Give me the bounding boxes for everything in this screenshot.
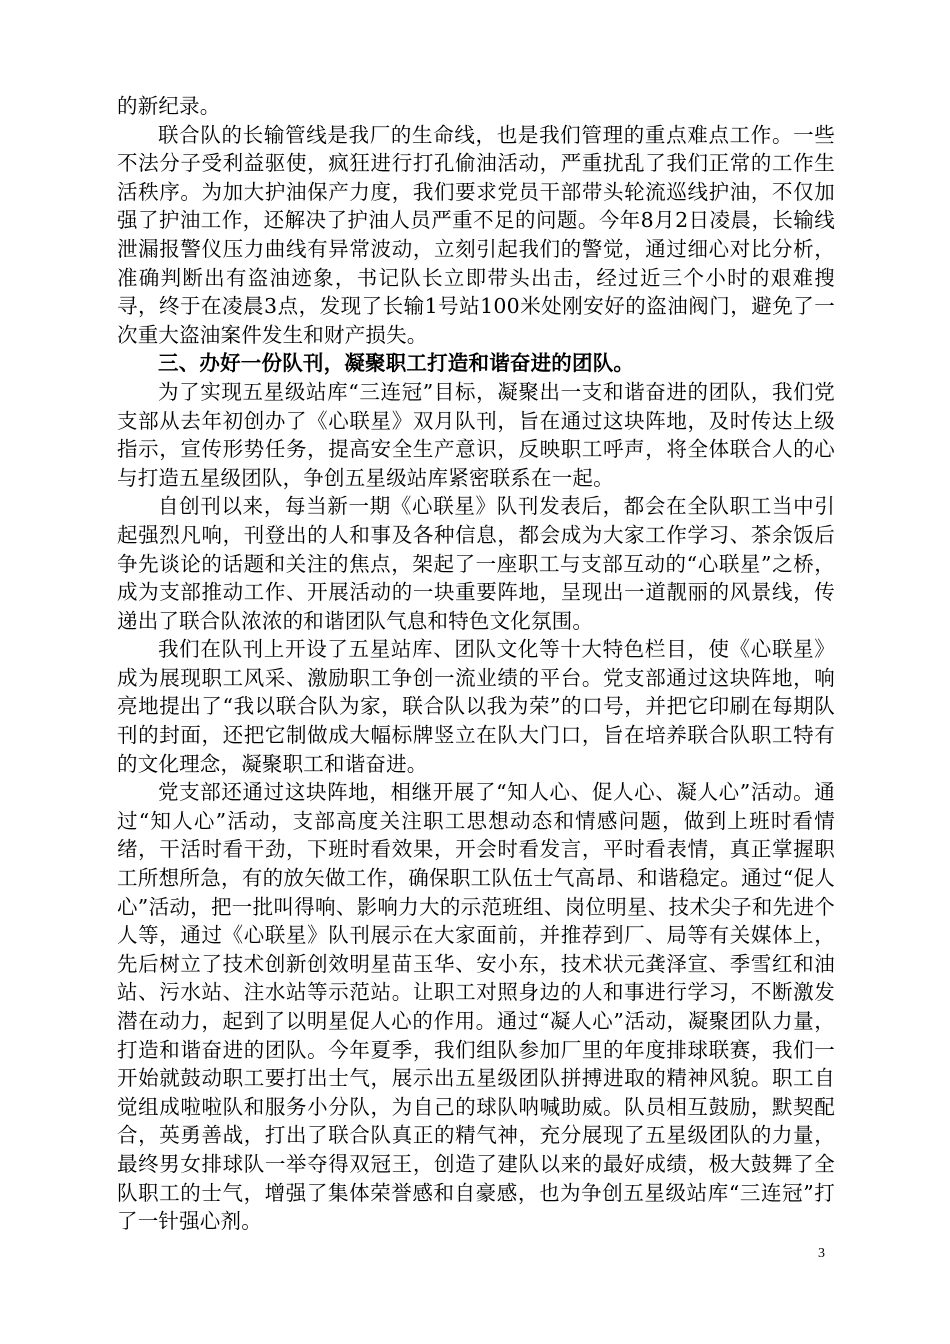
paragraph-heart-activities: 党支部还通过这块阵地，相继开展了“知人心、促人心、凝人心”活动。通过“知人心”活动，支部高度关注职工思想动态和情感问题，做到上班时看情绪，干活时看干劲，下班时看效果，开会时看发言，平时看表情，真正掌握职工所想所急，有的放矢做工作，确保职工队伍士气高昂、和谐稳定。通过“促人心”活动，把一批叫得响、影响力大的示范班组、岗位明星、技术尖子和先进个人等，通过《心联星》队刊展示在大家面前，并推荐到厂、局等有关媒体上，先后树立了技术创新创效明星苗玉华、安小东，技术状元龚泽宣、季雪红和油站、污水站、注水站等示范站。让职工对照身边的人和事进行学习，不断激发潜在动力，起到了以明星促人心的作用。通过“凝人心”活动，凝聚团队力量，打造和谐奋进的团队。今年夏季，我们组队参加厂里的年度排球联赛，我们一开始就鼓动职工要打出士气，展示出五星级团队拼搏进取的精神风貌。职工自觉组成啦啦队和服务小分队，为自己的球队呐喊助威。队员相互鼓励，默契配合，英勇善战，打出了联合队真正的精气神，充分展现了五星级团队的力量，最终男女排球队一举夺得双冠王，创造了建队以来的最好成绩，极大鼓舞了全队职工的士气，增强了集体荣誉感和自豪感，也为争创五星级站库“三连冠”打了一针强心剂。 (117, 780, 835, 1234)
document-body (117, 92, 835, 1236)
paragraph-pipeline-protection: 联合队的长输管线是我厂的生命线，也是我们管理的重点难点工作。一些不法分子受利益驱使，疯狂进行打孔偷油活动，严重扰乱了我们正常的工作生活秩序。为加大护油保产力度，我们要求党员干部带头轮流巡线护油，不仅加强了护油工作，还解决了护油人员严重不足的问题。今年8月2日凌晨，长输线泄漏报警仪压力曲线有异常波动，立刻引起我们的警觉，通过细心对比分析，准确判断出有盗油迹象，书记队长立即带头出击，经过近三个小时的艰难搜寻，终于在凌晨3点，发现了长输1号站100米处刚安好的盗油阀门，避免了一次重大盗油案件发生和财产损失。 (117, 122, 835, 347)
paragraph-journal-impact: 自创刊以来，每当新一期《心联星》队刊发表后，都会在全队职工当中引起强烈凡响，刊登出的人和事及各种信息，都会成为大家工作学习、茶余饭后争先谈论的话题和关注的焦点，架起了一座职工与支部互动的“心联星”之桥，成为支部推动工作、开展活动的一块重要阵地，呈现出一道靓丽的风景线，传递出了联合队浓浓的和谐团队气息和特色文化氛围。 (117, 494, 835, 633)
page-number: 3 (818, 1246, 825, 1261)
paragraph-journal-founding: 为了实现五星级站库“三连冠”目标，凝聚出一支和谐奋进的团队，我们党支部从去年初创办了《心联星》双月队刊，旨在通过这块阵地，及时传达上级指示，宣传形势任务，提高安全生产意识，反映职工呼声，将全体联合人的心与打造五星级团队，争创五星级站库紧密联系在一起。 (117, 379, 835, 490)
paragraph-continuation: 的新纪录。 (117, 94, 221, 118)
paragraph-journal-columns: 我们在队刊上开设了五星站库、团队文化等十大特色栏目，使《心联星》成为展现职工风采、激励职工争创一流业绩的平台。党支部通过这块阵地，响亮地提出了“我以联合队为家，联合队以我为荣”的口号，并把它印刷在每期队刊的封面，还把它制做成大幅标牌竖立在队大门口，旨在培养联合队职工特有的文化理念，凝聚职工和谐奋进。 (117, 637, 835, 776)
section-heading: 三、办好一份队刊，凝聚职工打造和谐奋进的团队。 (158, 351, 635, 376)
